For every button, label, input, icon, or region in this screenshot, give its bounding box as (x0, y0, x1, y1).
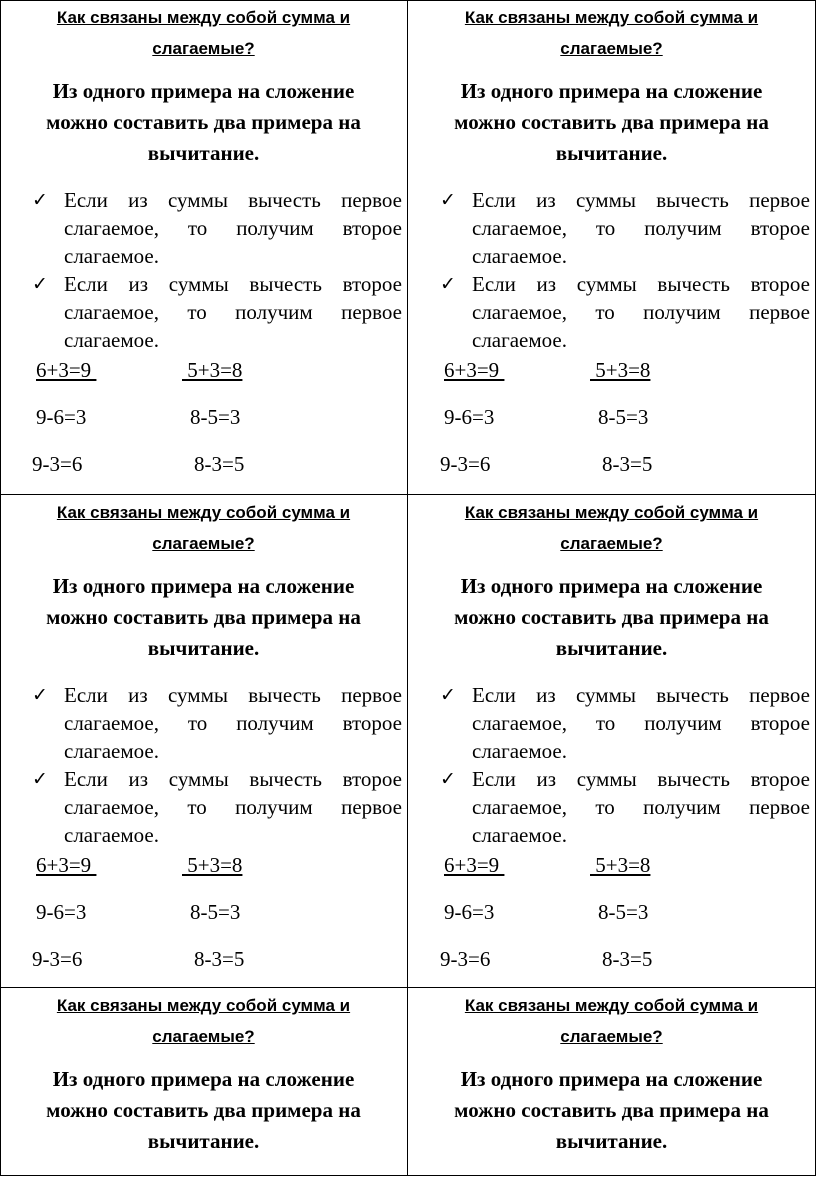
rule-text: Если из суммы вычесть первое слагаемое, то получим второе слагаемое. (472, 188, 810, 268)
example-subtraction-b2: 8-3=5 (602, 452, 653, 476)
intro-line: можно составить два примера на (454, 605, 769, 629)
intro-line: можно составить два примера на (454, 1098, 769, 1122)
rule-item (438, 681, 810, 765)
rule-list (30, 681, 402, 849)
card-title (408, 2, 815, 64)
card-intro (408, 1064, 815, 1157)
rule-item (30, 270, 402, 354)
example-addition-a: 6+3=9 (36, 358, 97, 382)
example-subtraction-b1: 8-5=3 (190, 900, 241, 924)
example-subtraction-a2: 9-3=6 (32, 947, 83, 971)
card-title (408, 497, 815, 559)
intro-line: можно составить два примера на (454, 110, 769, 134)
intro-line: вычитание. (555, 636, 668, 660)
title-line: Как связаны между собой сумма и (464, 996, 759, 1015)
card-title (0, 990, 407, 1052)
intro-line: вычитание. (147, 636, 260, 660)
example-subtraction-b2: 8-3=5 (194, 947, 245, 971)
intro-line: Из одного примера на сложение (52, 574, 355, 598)
rule-text: Если из суммы вычесть второе слагаемое, то получим первое слагаемое. (472, 272, 810, 352)
title-line: Как связаны между собой сумма и (56, 8, 351, 27)
intro-line: вычитание. (147, 1129, 260, 1153)
intro-line: можно составить два примера на (46, 605, 361, 629)
intro-line: Из одного примера на сложение (52, 1067, 355, 1091)
card-intro (408, 76, 815, 169)
rule-item (438, 186, 810, 270)
rule-item (30, 186, 402, 270)
intro-line: Из одного примера на сложение (52, 79, 355, 103)
example-subtraction-b1: 8-5=3 (598, 900, 649, 924)
card-title (0, 497, 407, 559)
title-line: слагаемые? (560, 1027, 663, 1046)
checkmark-icon: ✓ (440, 189, 456, 211)
rule-item (30, 765, 402, 849)
example-subtraction-a2: 9-3=6 (440, 452, 491, 476)
checkmark-icon: ✓ (32, 684, 48, 706)
intro-line: можно составить два примера на (46, 1098, 361, 1122)
intro-line: вычитание. (555, 1129, 668, 1153)
rule-list (438, 186, 810, 354)
example-addition-a: 6+3=9 (444, 853, 505, 877)
example-subtraction-a2: 9-3=6 (440, 947, 491, 971)
card-intro (0, 571, 407, 664)
card-middle-right (408, 495, 815, 987)
example-subtraction-a1: 9-6=3 (444, 900, 495, 924)
card-bottom-left (0, 988, 407, 1175)
rule-text: Если из суммы вычесть первое слагаемое, то получим второе слагаемое. (472, 683, 810, 763)
intro-line: Из одного примера на сложение (460, 1067, 763, 1091)
example-addition-a: 6+3=9 (36, 853, 97, 877)
example-addition-b: 5+3=8 (590, 358, 651, 382)
example-addition-b: 5+3=8 (182, 358, 243, 382)
example-subtraction-a2: 9-3=6 (32, 452, 83, 476)
rule-text: Если из суммы вычесть первое слагаемое, то получим второе слагаемое. (64, 188, 402, 268)
title-line: Как связаны между собой сумма и (464, 8, 759, 27)
example-addition-a: 6+3=9 (444, 358, 505, 382)
checkmark-icon: ✓ (32, 768, 48, 790)
title-line: слагаемые? (560, 534, 663, 553)
checkmark-icon: ✓ (32, 273, 48, 295)
card-bottom-right (408, 988, 815, 1175)
rule-list (438, 681, 810, 849)
rule-text: Если из суммы вычесть второе слагаемое, то получим первое слагаемое. (472, 767, 810, 847)
checkmark-icon: ✓ (440, 768, 456, 790)
title-line: слагаемые? (152, 1027, 255, 1046)
intro-line: Из одного примера на сложение (460, 574, 763, 598)
card-top-left (0, 0, 407, 494)
rule-text: Если из суммы вычесть первое слагаемое, то получим второе слагаемое. (64, 683, 402, 763)
title-line: Как связаны между собой сумма и (56, 996, 351, 1015)
card-top-right (408, 0, 815, 494)
title-line: Как связаны между собой сумма и (56, 503, 351, 522)
checkmark-icon: ✓ (32, 189, 48, 211)
example-addition-b: 5+3=8 (182, 853, 243, 877)
rule-item (438, 270, 810, 354)
example-subtraction-a1: 9-6=3 (36, 405, 87, 429)
checkmark-icon: ✓ (440, 684, 456, 706)
intro-line: Из одного примера на сложение (460, 79, 763, 103)
card-intro (408, 571, 815, 664)
rule-item (438, 765, 810, 849)
card-intro (0, 76, 407, 169)
intro-line: вычитание. (555, 141, 668, 165)
rule-text: Если из суммы вычесть второе слагаемое, то получим первое слагаемое. (64, 767, 402, 847)
example-subtraction-b1: 8-5=3 (598, 405, 649, 429)
checkmark-icon: ✓ (440, 273, 456, 295)
example-subtraction-b2: 8-3=5 (194, 452, 245, 476)
card-middle-left (0, 495, 407, 987)
title-line: слагаемые? (152, 534, 255, 553)
example-subtraction-a1: 9-6=3 (36, 900, 87, 924)
title-line: слагаемые? (152, 39, 255, 58)
rule-item (30, 681, 402, 765)
example-subtraction-b1: 8-5=3 (190, 405, 241, 429)
intro-line: вычитание. (147, 141, 260, 165)
example-subtraction-a1: 9-6=3 (444, 405, 495, 429)
rule-text: Если из суммы вычесть второе слагаемое, то получим первое слагаемое. (64, 272, 402, 352)
title-line: слагаемые? (560, 39, 663, 58)
example-addition-b: 5+3=8 (590, 853, 651, 877)
card-title (408, 990, 815, 1052)
table-border-bottom (0, 1175, 816, 1176)
card-title (0, 2, 407, 64)
card-intro (0, 1064, 407, 1157)
rule-list (30, 186, 402, 354)
intro-line: можно составить два примера на (46, 110, 361, 134)
title-line: Как связаны между собой сумма и (464, 503, 759, 522)
example-subtraction-b2: 8-3=5 (602, 947, 653, 971)
